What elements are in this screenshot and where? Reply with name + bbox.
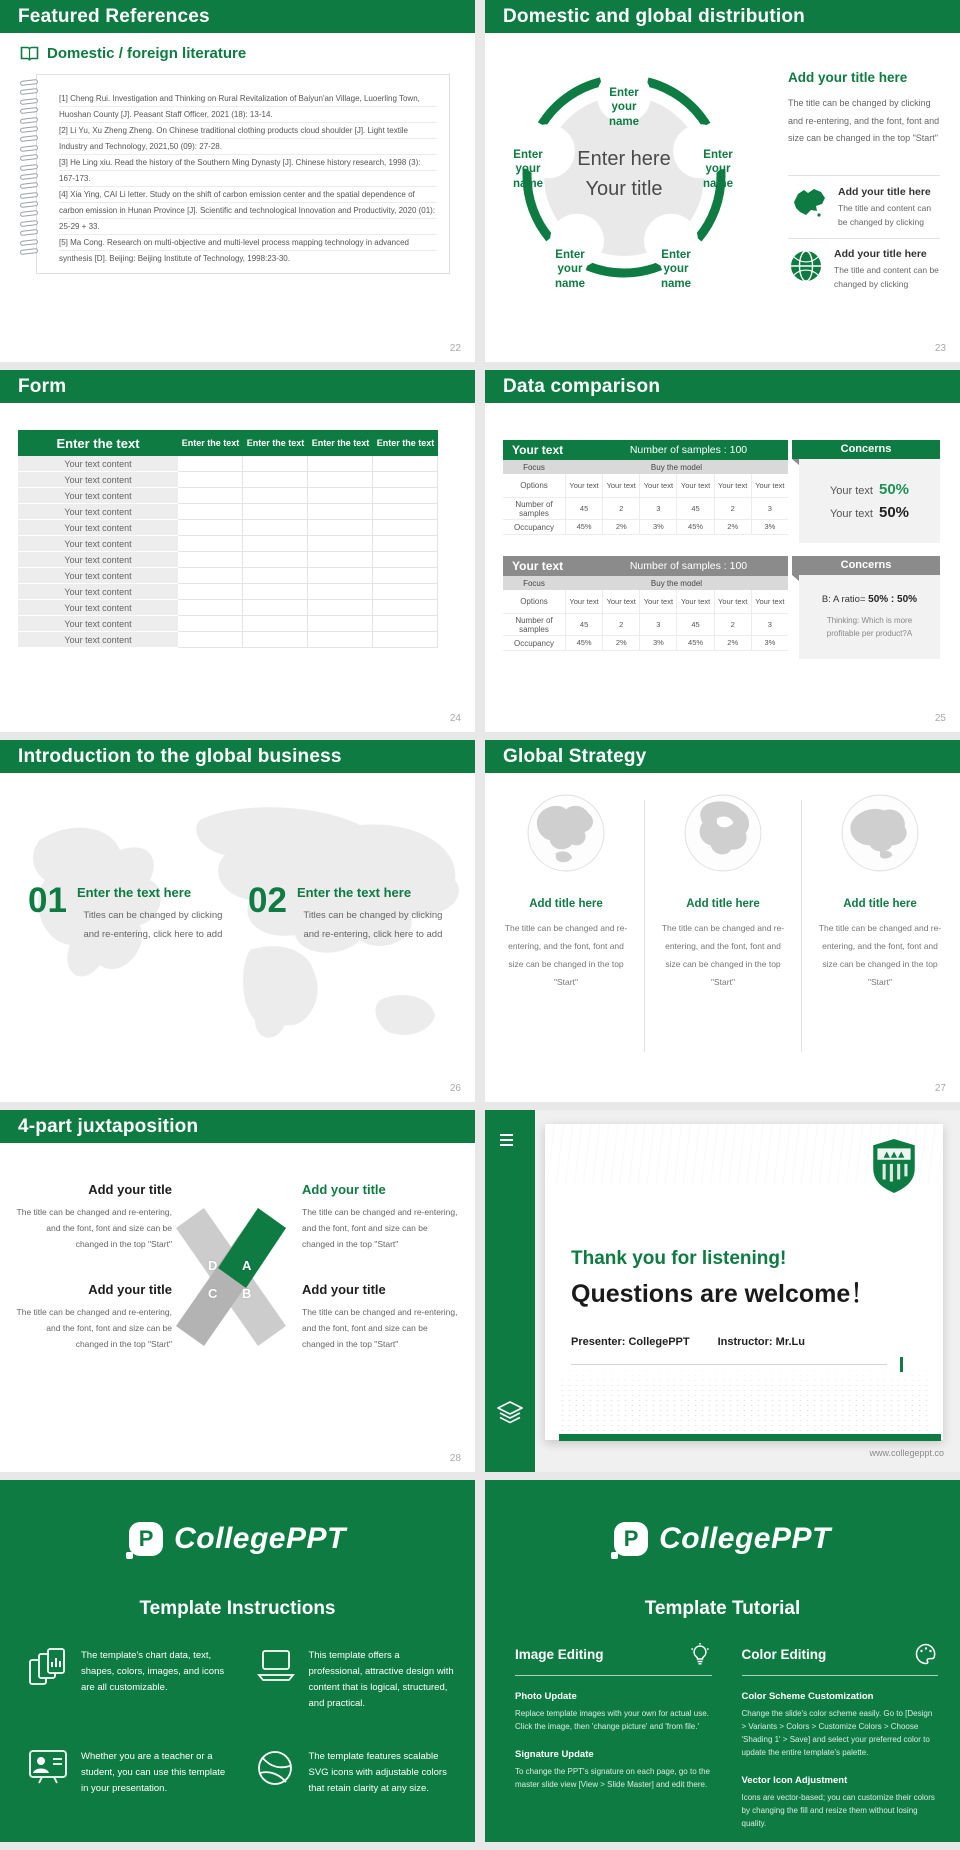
column-body: The title can be changed and re-entering, and the font, font and size can be changed in the top "Start" — [661, 923, 785, 987]
table-row: Your text content — [18, 600, 438, 616]
reference-list — [59, 91, 437, 263]
tutorial-column-color-editing — [742, 1642, 939, 1831]
section-body: To change the PPT's signature on each page, go to the master slide view [View > Slide Master] and edit there. — [515, 1766, 710, 1789]
thanks-heading: Thank you for listening! — [571, 1248, 787, 1269]
slide-title: Domestic and global distribution — [503, 6, 805, 27]
item-title: Add your title here — [834, 248, 927, 260]
instruction-items — [28, 1648, 455, 1797]
column-header — [742, 1642, 939, 1676]
table-row: Your text content — [18, 488, 438, 504]
intro-body: The title can be changed by clicking and re-entering, and the font, font and size can be changed in the top "Start" — [788, 98, 940, 144]
block-bottom-left — [14, 1282, 172, 1352]
section-heading-label: Domestic / foreign literature — [47, 45, 247, 62]
diagram-center-line1: Enter here — [577, 148, 671, 170]
block-body: The title can be changed and re-entering, and the font, font and size can be changed in the top "Start" — [16, 1307, 172, 1350]
slide-thank-you — [485, 1110, 960, 1472]
concerns-body: Your text 50% Your text 50% — [799, 459, 940, 543]
column-heading: Color Editing — [741, 1646, 827, 1662]
section-body: Change the slide's color scheme easily. Go to [Design > Variants > Colors > Customize Colors > Choose 'Shading 1' > Save] and select your preferred color to update the entire template's palette. — [741, 1709, 933, 1757]
section-body: Icons are vector-based; you can customize their colors by changing the fill and resize them without losing quality. — [741, 1792, 935, 1828]
numbered-item-1 — [28, 881, 229, 944]
section-heading: Color Scheme Customization — [741, 1691, 874, 1702]
section-heading: Photo Update — [515, 1691, 577, 1702]
table-header-cell: Enter the text — [181, 438, 240, 448]
distribution-intro — [788, 70, 942, 148]
panel-template-instructions — [0, 1480, 475, 1842]
instruction-text: This template offers a professional, attractive design with content that is logical, structured, and practical. — [308, 1650, 454, 1710]
table-header-cell: Enter the text — [56, 435, 140, 451]
instruction-text: Whether you are a teacher or a student, you can use this template in your presentation. — [81, 1750, 226, 1794]
diagram-node-right: Enter your name — [702, 149, 734, 190]
reference-list-box — [36, 74, 450, 274]
slide-title-bar — [0, 1110, 475, 1143]
slide-juxtaposition — [0, 1110, 475, 1472]
slide-global-strategy — [485, 740, 960, 1102]
website-url: www.collegeppt.co — [869, 1448, 944, 1458]
instruction-item — [28, 1648, 228, 1713]
diagram-center-text — [554, 144, 694, 204]
slide-title-bar — [0, 370, 475, 403]
block-bottom-right — [302, 1282, 460, 1352]
block-body: The title can be changed and re-entering, and the font, font and size can be changed in the top "Start" — [16, 1207, 172, 1250]
item-body: Titles can be changed by clicking and re-entering, click here to add — [303, 910, 443, 940]
slide-title: 4-part juxtaposition — [18, 1116, 199, 1137]
divider — [788, 238, 940, 239]
table-row: Your text content — [18, 616, 438, 632]
collegeppt-logo-icon: P — [129, 1522, 163, 1556]
page-number: 23 — [934, 343, 946, 354]
spiral-binding-icon — [20, 80, 38, 254]
block-heading: Add your title — [88, 1182, 172, 1197]
strategy-column-3 — [809, 792, 951, 991]
slide-title-bar — [485, 370, 960, 403]
diagram-node-top: Enter your name — [608, 87, 640, 128]
section-heading — [20, 45, 246, 62]
menu-icon — [500, 1134, 513, 1146]
table-row-occupancy: Occupancy 45% 2% 3% 45% 2% 3% — [503, 636, 788, 651]
table-subheader: Focus Buy the model — [503, 460, 788, 474]
instruction-text: The template's chart data, text, shapes, colors, images, and icons are all customizable. — [81, 1650, 225, 1694]
table-row: Your text content — [18, 584, 438, 600]
x-ribbon-graphic — [168, 1202, 294, 1352]
slide-title: Featured References — [18, 6, 210, 27]
item-number: 01 — [28, 881, 67, 920]
credits-row — [571, 1336, 805, 1348]
slide-data-comparison — [485, 370, 960, 732]
reference-item: [1] Cheng Rui. Investigation and Thinking on Rural Revitalization of Baiyun'an Village, Luoerling Town, Huoshan County [J]. Peasant Staff Officer, 2021 (18): 13-14. — [59, 94, 420, 119]
layers-icon — [496, 1400, 524, 1426]
brand-name: CollegePPT — [659, 1522, 831, 1555]
item-body: The title and content can be changed by clicking — [834, 265, 939, 289]
concerns-body: B: A ratio= 50% : 50% Thinking: Which is more profitable per product?A — [799, 575, 940, 659]
table-row-options: Options Your text Your text Your text Your text Your text Your text — [503, 474, 788, 498]
slide-title: Introduction to the global business — [18, 746, 342, 767]
mesh-graphic — [559, 1368, 929, 1432]
column-heading: Add title here — [529, 898, 603, 910]
slide-title: Data comparison — [503, 376, 661, 397]
reference-item: [5] Ma Cong. Research on multi-objective and multi-level process mapping technology in advanced synthesis [D]. Beijing: Beijing Institute of Technology, 1998:23-30. — [59, 238, 409, 263]
teacher-icon — [28, 1749, 68, 1785]
concerns-panel-1 — [799, 440, 940, 543]
item-heading: Enter the text here — [76, 885, 192, 900]
table-row: Your text content — [18, 472, 438, 488]
concerns-title: Concerns — [792, 440, 940, 459]
column-heading: Add title here — [843, 898, 917, 910]
diagram-node-bottom-left: Enter your name — [554, 249, 586, 290]
page-number: 26 — [449, 1083, 461, 1094]
slide-title-bar — [485, 740, 960, 773]
laptop-icon — [256, 1648, 296, 1684]
slide-title-bar — [0, 0, 475, 33]
divider — [644, 800, 645, 1052]
tutorial-section — [515, 1691, 712, 1734]
cover-card — [545, 1124, 943, 1440]
section-heading: Signature Update — [515, 1748, 594, 1760]
block-body: The title can be changed and re-entering, and the font, font and size can be changed in the top "Start" — [302, 1207, 458, 1250]
ribbon-letter-b: B — [242, 1286, 252, 1301]
tutorial-section — [742, 1691, 939, 1760]
table-header-cell: Enter the text — [311, 438, 370, 448]
slide-title-bar — [485, 0, 960, 33]
table-row: Your text content — [18, 520, 438, 536]
globe-icon — [788, 248, 824, 284]
page-number: 28 — [449, 1453, 461, 1464]
presenter-label: Presenter: CollegePPT — [571, 1336, 690, 1348]
comparison-table-2 — [503, 556, 788, 651]
ribbon-letter-a: A — [242, 1258, 252, 1273]
item-heading: Enter the text here — [296, 885, 412, 900]
divider — [571, 1364, 887, 1365]
table-row-samples: Number of samples 45 2 3 45 2 3 — [503, 498, 788, 520]
strategy-column-2 — [652, 792, 794, 991]
globe-icon — [809, 792, 951, 874]
table-row-options: Options Your text Your text Your text Your text Your text Your text — [503, 590, 788, 614]
item-number: 02 — [248, 881, 287, 920]
reference-item: [3] He Ling xiu. Read the history of the Southern Ming Dynasty [J]. Chinese history research, 1998 (3): 167-173. — [59, 158, 421, 183]
lightbulb-icon — [688, 1642, 712, 1666]
intro-heading: Add your title here — [788, 70, 908, 85]
slide-global-business — [0, 740, 475, 1102]
footer-bar — [559, 1434, 941, 1441]
table-row-samples: Number of samples 45 2 3 45 2 3 — [503, 614, 788, 636]
book-icon — [20, 46, 39, 61]
table-row-occupancy: Occupancy 45% 2% 3% 45% 2% 3% — [503, 520, 788, 535]
table-row: Your text content — [18, 632, 438, 648]
instruction-item — [256, 1648, 456, 1713]
tutorial-section — [742, 1775, 939, 1831]
table-subheader: Focus Buy the model — [503, 576, 788, 590]
panel-title: Template Tutorial — [644, 1598, 801, 1619]
instructor-label: Instructor: Mr.Lu — [717, 1336, 805, 1348]
university-crest-icon — [871, 1138, 917, 1194]
item-body: Titles can be changed by clicking and re-entering, click here to add — [83, 910, 223, 940]
brand-name: CollegePPT — [174, 1522, 346, 1555]
table-row: Your text content — [18, 568, 438, 584]
concerns-panel-2 — [799, 556, 940, 659]
panel-title: Template Instructions — [139, 1598, 336, 1619]
column-body: The title can be changed and re-entering, and the font, font and size can be changed in the top "Start" — [504, 923, 628, 987]
slide-title: Global Strategy — [503, 746, 647, 767]
panel-template-tutorial — [485, 1480, 960, 1842]
item-body: The title and content can be changed by clicking — [838, 203, 932, 227]
table-row: Your text content — [18, 504, 438, 520]
slide-title-bar — [0, 740, 475, 773]
column-heading: Image Editing — [515, 1646, 604, 1662]
slide-form — [0, 370, 475, 732]
diagram-center-line2: Your title — [585, 178, 663, 200]
block-top-left — [14, 1182, 172, 1252]
page-number: 22 — [449, 343, 461, 354]
section-heading: Vector Icon Adjustment — [741, 1774, 848, 1786]
globe-icon — [652, 792, 794, 874]
instruction-item — [256, 1749, 456, 1797]
column-body: The title can be changed and re-entering, and the font, font and size can be changed in the top "Start" — [818, 923, 942, 987]
distribution-item-domestic — [788, 186, 942, 229]
circular-diagram — [499, 44, 749, 314]
brand-lockup — [485, 1522, 960, 1556]
numbered-item-2 — [248, 881, 449, 944]
table-header: Your text Number of samples : 100 — [503, 556, 788, 576]
concerns-title: Concerns — [792, 556, 940, 575]
table-header-cell: Enter the text — [376, 438, 435, 448]
table-header: Your text Number of samples : 100 — [503, 440, 788, 460]
table-header-cell: Enter the text — [246, 438, 305, 448]
tutorial-section — [515, 1749, 712, 1792]
distribution-item-global — [788, 248, 942, 291]
diagram-node-bottom-right: Enter your name — [660, 249, 692, 290]
side-band — [485, 1110, 535, 1472]
slide-title: Form — [18, 376, 67, 397]
reference-item: [4] Xia Ying, CAI Li letter. Study on the shift of carbon emission center and the spatial dependence of carbon emission in Hunan Province [J]. Scientific and technological Innovation and Productivity, 2020 (01): 25-29 + 33. — [59, 190, 436, 231]
ribbon-letter-c: C — [208, 1286, 218, 1301]
china-map-icon — [788, 186, 828, 220]
tutorial-column-image-editing — [515, 1642, 712, 1831]
palette-icon — [914, 1642, 938, 1666]
comparison-table-1 — [503, 440, 788, 535]
block-heading: Add your title — [302, 1282, 386, 1297]
ribbon-letter-d: D — [208, 1258, 218, 1273]
block-body: The title can be changed and re-entering, and the font, font and size can be changed in the top "Start" — [302, 1307, 458, 1350]
documents-chart-icon — [28, 1648, 68, 1686]
thanks-subheading: Questions are welcome！ — [571, 1280, 876, 1308]
column-header — [515, 1642, 712, 1676]
instruction-text: The template features scalable SVG icons with adjustable colors that retain clarity at any size. — [308, 1750, 447, 1794]
tutorial-columns — [515, 1642, 938, 1831]
slide-distribution — [485, 0, 960, 362]
reference-item: [2] Li Yu, Xu Zheng Zheng. On Chinese traditional clothing products cloud shoulder [J]. Light textile Industry and Technology, 2021,50 (09): 27-28. — [59, 126, 408, 151]
form-table — [18, 430, 438, 648]
table-header-row — [18, 430, 438, 456]
globe-icon — [495, 792, 637, 874]
column-heading: Add title here — [686, 898, 760, 910]
brand-lockup — [0, 1522, 475, 1556]
item-title: Add your title here — [838, 186, 931, 198]
instruction-item — [28, 1749, 228, 1797]
diagram-node-left: Enter your name — [512, 149, 544, 190]
table-row: Your text content — [18, 552, 438, 568]
slide-featured-references — [0, 0, 475, 362]
divider — [801, 800, 802, 1052]
page-number: 25 — [934, 713, 946, 724]
vector-ball-icon — [256, 1749, 296, 1787]
collegeppt-logo-icon: P — [614, 1522, 648, 1556]
block-heading: Add your title — [302, 1182, 386, 1197]
table-row: Your text content — [18, 536, 438, 552]
page-number: 27 — [934, 1083, 946, 1094]
divider — [788, 175, 940, 176]
section-body: Replace template images with your own for actual use. Click the image, then 'change picture' and 'from file.' — [515, 1709, 709, 1731]
strategy-column-1 — [495, 792, 637, 991]
block-heading: Add your title — [88, 1282, 172, 1297]
table-row: Your text content — [18, 456, 438, 472]
block-top-right — [302, 1182, 460, 1252]
page-number: 24 — [449, 713, 461, 724]
